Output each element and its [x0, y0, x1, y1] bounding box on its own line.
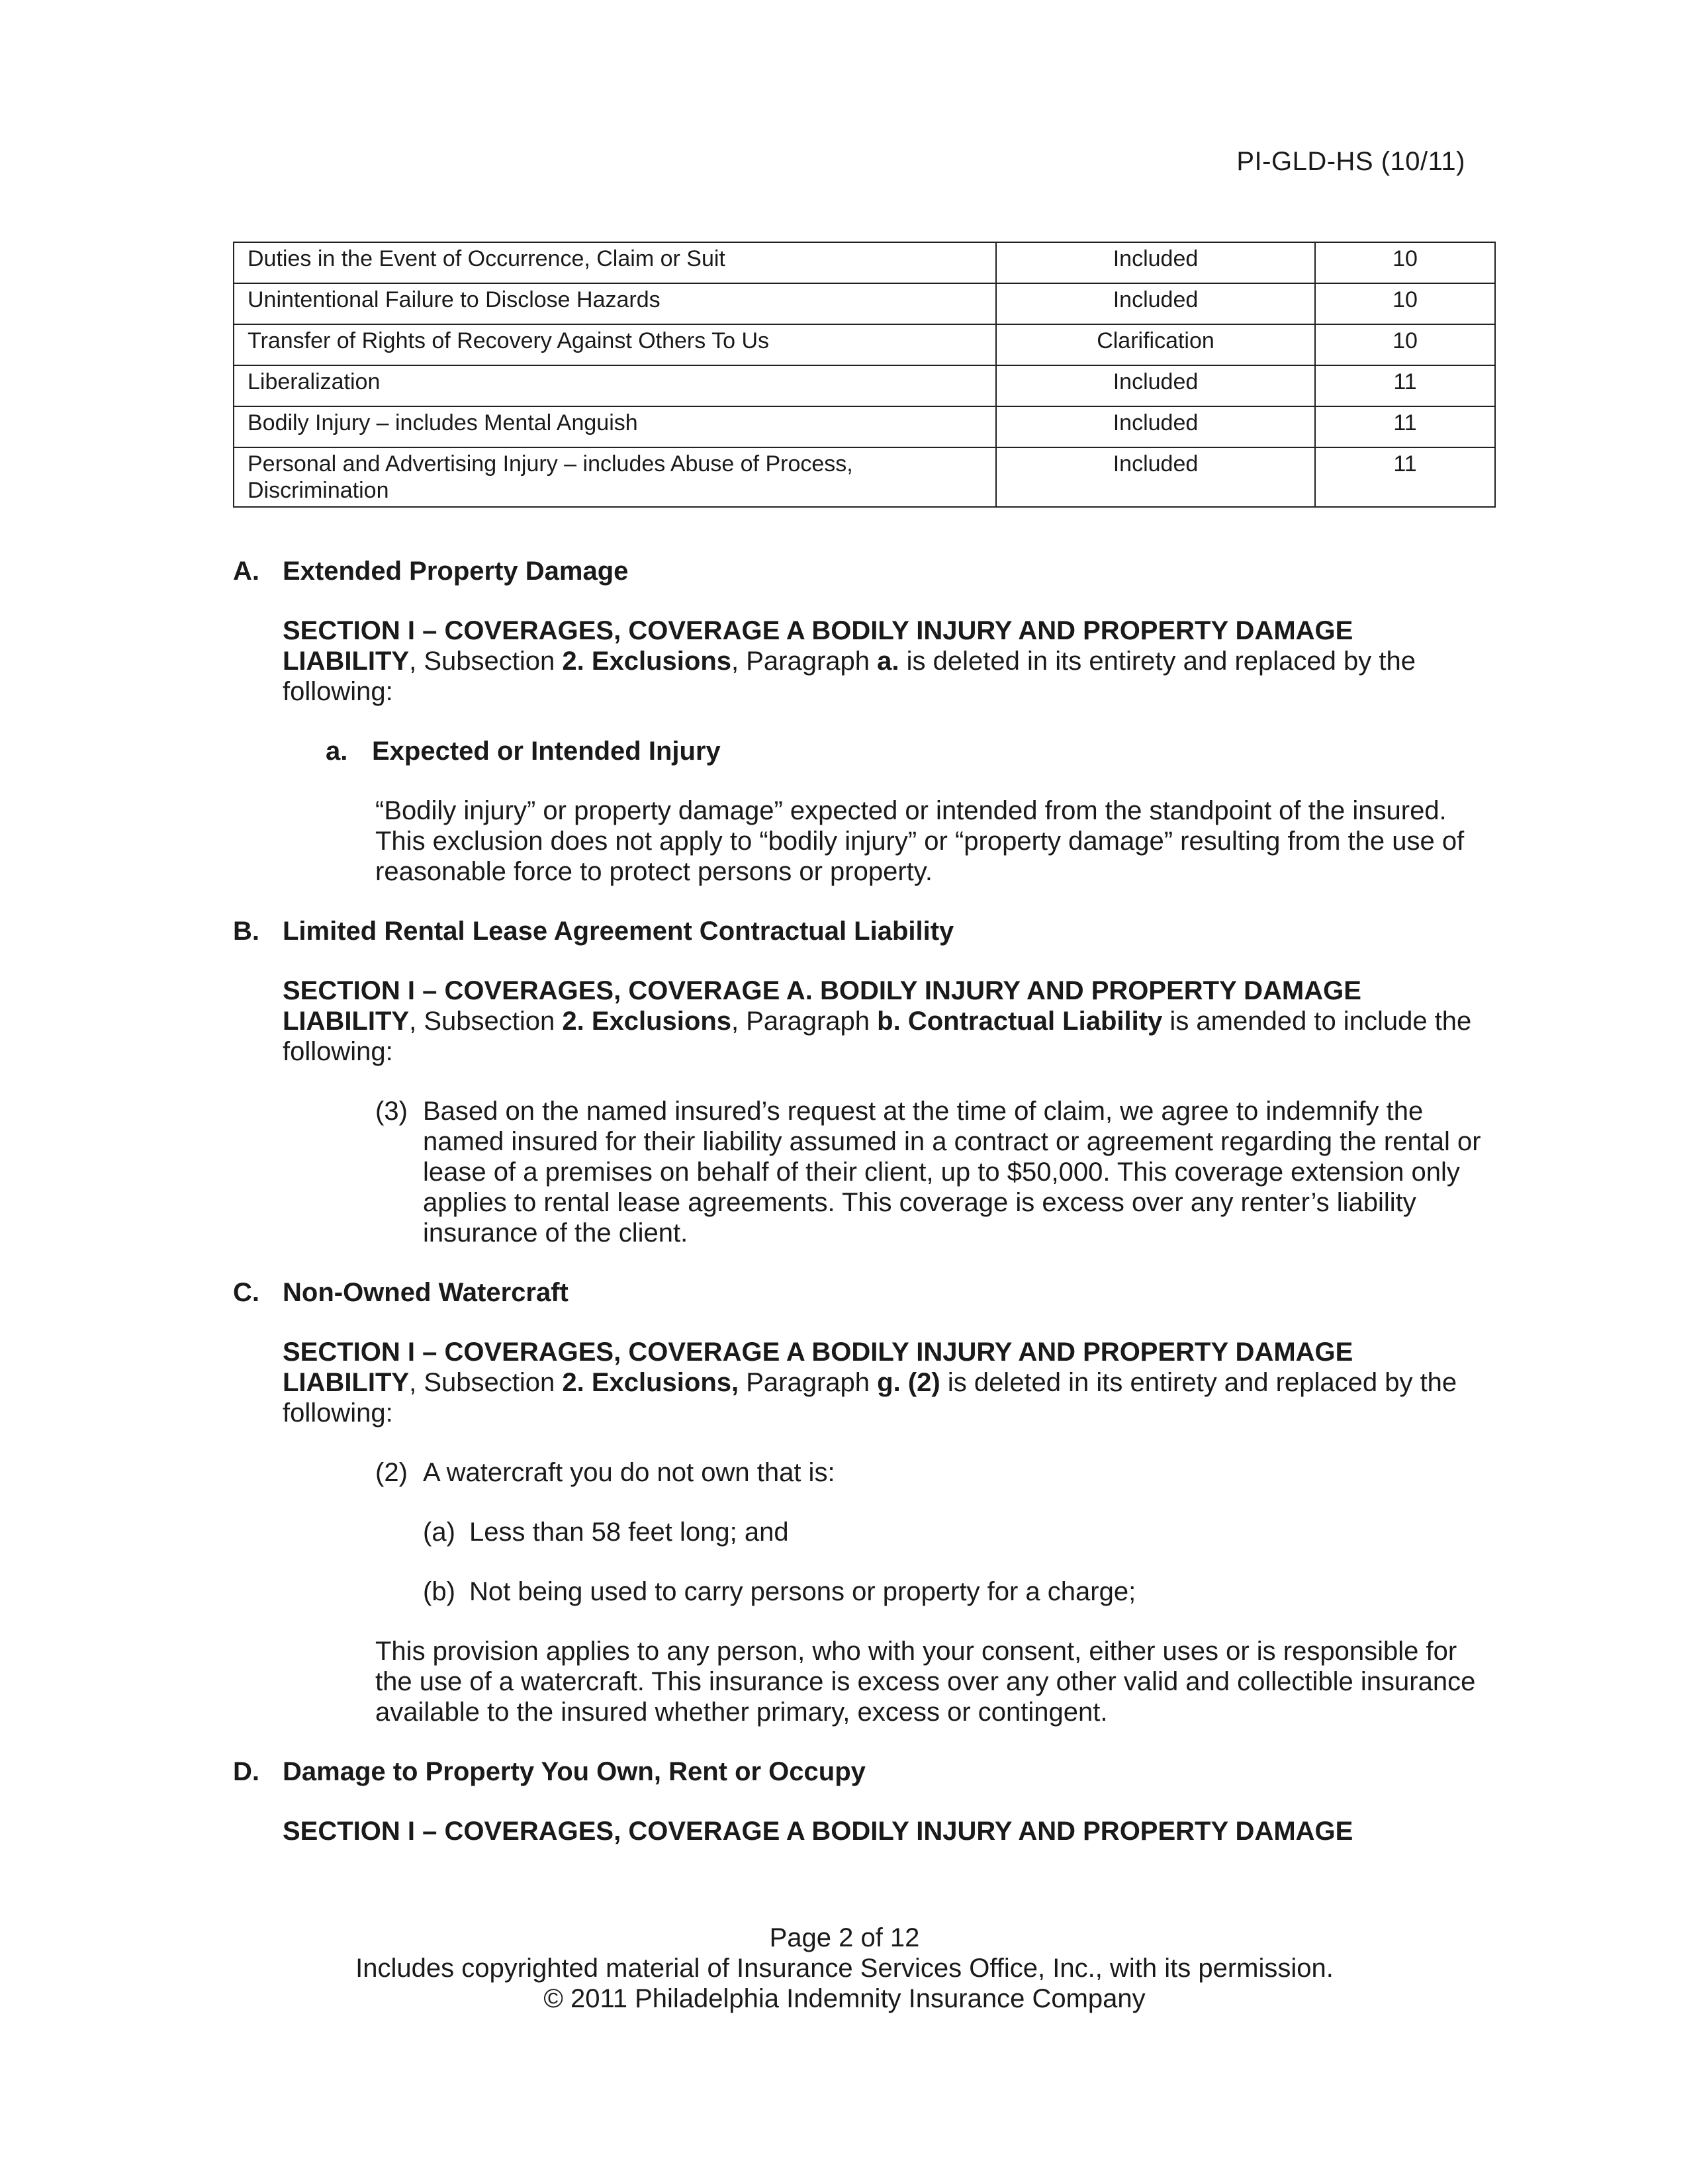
section-letter: B.: [233, 917, 259, 946]
intro-text: , Subsection: [409, 647, 563, 676]
page-footer: [0, 1923, 1689, 2014]
document-body: [233, 556, 1490, 1876]
table-row: [234, 365, 1495, 406]
intro-text: is deleted in its entirety and replaced by the following:: [283, 647, 1416, 706]
subitem-number: (a): [423, 1518, 455, 1547]
section-a-heading: [233, 556, 1490, 586]
coverage-table: [233, 242, 1496, 508]
page-cell: 11: [1315, 365, 1495, 406]
page-cell: 11: [1315, 406, 1495, 447]
section-a-intro: [283, 615, 1490, 707]
section-letter: D.: [233, 1757, 259, 1786]
section-b-item: [375, 1096, 1490, 1248]
intro-text: , Subsection: [409, 1368, 563, 1397]
section-title: Limited Rental Lease Agreement Contractual Liability: [283, 917, 954, 946]
section-d-heading: [233, 1756, 1490, 1787]
table-row: [234, 447, 1495, 507]
page-cell: 10: [1315, 324, 1495, 365]
subitem-number: (b): [423, 1577, 455, 1606]
coverage-cell: Bodily Injury – includes Mental Anguish: [234, 406, 996, 447]
intro-text: is deleted in its entirety and replaced by the following:: [283, 1368, 1457, 1428]
section-title: Damage to Property You Own, Rent or Occupy: [283, 1757, 866, 1786]
subitem-text: Not being used to carry persons or property for a charge;: [469, 1577, 1136, 1606]
intro-text: Paragraph: [739, 1368, 878, 1397]
sub-title: Expected or Intended Injury: [372, 737, 721, 766]
section-a-subtext: “Bodily injury” or property damage” expected or intended from the standpoint of the insured. This exclusion does not apply to “bodily injury” or “property damage” resulting from the use of reasonable force to protect persons or property.: [375, 796, 1465, 886]
status-cell: Included: [996, 283, 1315, 324]
intro-text: is amended to include the following:: [283, 1007, 1472, 1066]
table-row: [234, 242, 1495, 283]
page-cell: 10: [1315, 283, 1495, 324]
section-c-item: [375, 1457, 1490, 1488]
section-d-intro: [283, 1816, 1490, 1846]
status-cell: Included: [996, 365, 1315, 406]
intro-text: , Paragraph: [731, 647, 878, 676]
page-cell: 11: [1315, 447, 1495, 507]
section-title: Extended Property Damage: [283, 557, 629, 586]
section-letter: A.: [233, 557, 259, 586]
section-letter: C.: [233, 1278, 259, 1307]
intro-bold: SECTION I – COVERAGES, COVERAGE A BODILY INJURY AND PROPERTY DAMAGE LIABILITY: [283, 1338, 1353, 1397]
item-text: A watercraft you do not own that is:: [423, 1458, 835, 1487]
intro-bold: 2. Exclusions: [562, 1007, 732, 1036]
section-c-intro: [283, 1337, 1490, 1428]
intro-text: , Paragraph: [731, 1007, 878, 1036]
intro-text: , Subsection: [409, 1007, 563, 1036]
status-cell: Clarification: [996, 324, 1315, 365]
form-code: PI-GLD-HS (10/11): [1236, 147, 1465, 176]
section-c-heading: [233, 1277, 1490, 1308]
page-cell: 10: [1315, 242, 1495, 283]
intro-bold: 2. Exclusions,: [562, 1368, 739, 1397]
intro-bold: SECTION I – COVERAGES, COVERAGE A BODILY INJURY AND PROPERTY DAMAGE: [283, 1817, 1353, 1846]
status-cell: Included: [996, 406, 1315, 447]
coverage-cell: Liberalization: [234, 365, 996, 406]
section-b-intro: [283, 976, 1490, 1067]
section-c-subitem-b: [423, 1576, 1490, 1607]
subitem-text: Less than 58 feet long; and: [469, 1518, 789, 1547]
coverage-cell: Transfer of Rights of Recovery Against Others To Us: [234, 324, 996, 365]
company-line: © 2011 Philadelphia Indemnity Insurance Company: [543, 1984, 1146, 2013]
sub-letter: a.: [326, 737, 348, 766]
intro-bold: b. Contractual Liability: [877, 1007, 1163, 1036]
coverage-cell: Personal and Advertising Injury – includes Abuse of Process, Discrimination: [234, 447, 996, 507]
intro-bold: SECTION I – COVERAGES, COVERAGE A BODILY INJURY AND PROPERTY DAMAGE LIABILITY: [283, 616, 1353, 676]
section-a-subheading: [326, 736, 1490, 766]
coverage-cell: Duties in the Event of Occurrence, Claim or Suit: [234, 242, 996, 283]
status-cell: Included: [996, 242, 1315, 283]
table-row: [234, 283, 1495, 324]
table-row: [234, 324, 1495, 365]
item-number: (2): [375, 1458, 408, 1487]
coverage-cell: Unintentional Failure to Disclose Hazards: [234, 283, 996, 324]
intro-bold: g. (2): [877, 1368, 940, 1397]
section-c-closing: This provision applies to any person, who with your consent, either uses or is responsible for the use of a watercraft. This insurance is excess over any other valid and collectible insurance available to the insured whether primary, excess or contingent.: [375, 1637, 1476, 1727]
copyright-line: Includes copyrighted material of Insurance Services Office, Inc., with its permission.: [355, 1954, 1334, 1983]
section-b-heading: [233, 916, 1490, 946]
intro-bold: SECTION I – COVERAGES, COVERAGE A. BODILY INJURY AND PROPERTY DAMAGE LIABILITY: [283, 976, 1361, 1036]
intro-bold: 2. Exclusions: [562, 647, 732, 676]
page-number: Page 2 of 12: [769, 1923, 920, 1952]
section-title: Non-Owned Watercraft: [283, 1278, 569, 1307]
section-c-subitem-a: [423, 1517, 1490, 1547]
table-row: [234, 406, 1495, 447]
item-number: (3): [375, 1097, 408, 1126]
status-cell: Included: [996, 447, 1315, 507]
item-text: Based on the named insured’s request at the time of claim, we agree to indemnify the named insured for their liability assumed in a contract or agreement regarding the rental or lease of a premises on behalf of their client, up to $50,000. This coverage extension only applies to rental lease agreements. This coverage is excess over any renter’s liability insurance of the client.: [423, 1097, 1481, 1248]
intro-bold: a.: [877, 647, 899, 676]
